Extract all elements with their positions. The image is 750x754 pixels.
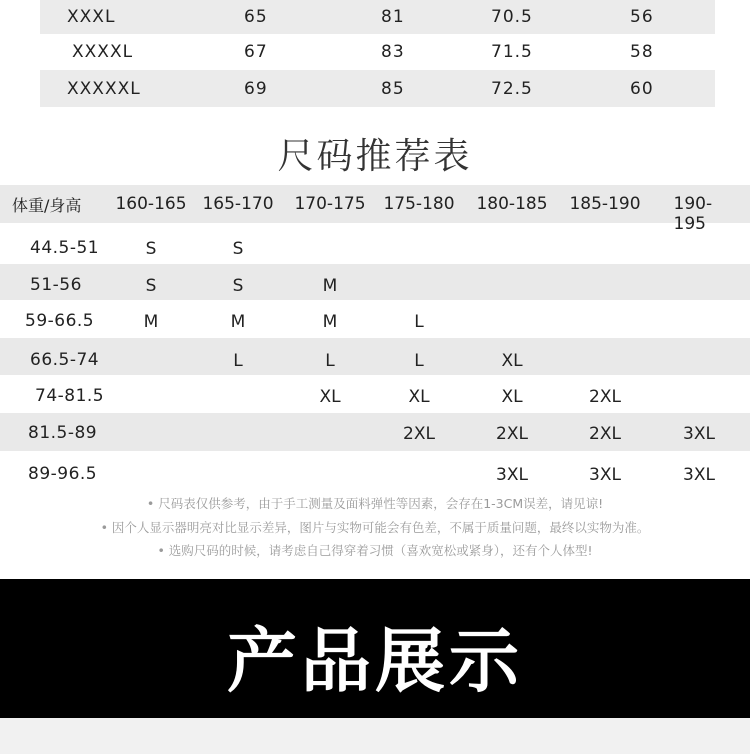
table-cell: 81	[381, 7, 405, 27]
size-cell: L	[233, 351, 243, 371]
table-row	[0, 300, 750, 338]
table-cell: 58	[630, 42, 654, 62]
bottom-strip	[0, 718, 750, 754]
height-column-header: 165-170	[202, 194, 274, 214]
table-cell: 72.5	[491, 78, 533, 99]
note-text: • 尺码表仅供参考，由于手工测量及面料弹性等因素，会存在1-3CM误差，请见谅!	[146, 496, 604, 511]
table-row	[0, 227, 750, 264]
table-cell: 56	[630, 7, 654, 27]
height-column-header: 190-195	[673, 194, 713, 234]
table-cell: 69	[244, 78, 268, 99]
size-cell: XXXL	[67, 7, 116, 27]
size-cell: S	[145, 239, 157, 259]
size-cell: 3XL	[589, 465, 621, 485]
size-cell: 2XL	[589, 424, 621, 444]
size-cell: 2XL	[403, 424, 435, 444]
size-cell: L	[414, 312, 424, 332]
table-row	[0, 264, 750, 300]
height-column-header: 160-165	[115, 194, 187, 214]
table-cell: 60	[630, 78, 654, 99]
size-cell: S	[232, 239, 244, 259]
height-column-header: 170-175	[294, 194, 366, 214]
size-cell: M	[230, 312, 246, 332]
size-cell: 3XL	[683, 424, 715, 444]
table-row	[0, 375, 750, 413]
notes	[0, 492, 750, 563]
size-cell: L	[414, 351, 424, 371]
size-cell: XL	[501, 351, 523, 371]
table-cell: 65	[244, 7, 268, 27]
size-cell: 3XL	[683, 465, 715, 485]
note-text: • 选购尺码的时候，请考虑自己得穿着习惯（喜欢宽松或紧身），还有个人体型!	[157, 543, 593, 558]
table-row	[0, 413, 750, 451]
table-header-row	[0, 185, 750, 234]
table-cell: 83	[381, 42, 405, 62]
size-cell: L	[325, 351, 335, 371]
section-title: 尺码推荐表	[277, 136, 473, 177]
weight-range-label: 74-81.5	[35, 386, 105, 406]
table-cell: 85	[381, 78, 405, 99]
size-cell: XL	[319, 387, 341, 407]
table-cell: 70.5	[491, 7, 533, 27]
corner-label: 体重/身高	[12, 196, 82, 215]
weight-range-label: 66.5-74	[30, 350, 100, 370]
height-column-header: 185-190	[569, 194, 641, 214]
table-row	[40, 70, 715, 107]
size-cell: XXXXL	[72, 42, 134, 62]
table-row	[0, 451, 750, 489]
table-cell: 67	[244, 42, 268, 62]
table-row	[40, 34, 715, 70]
size-cell: XL	[408, 387, 430, 407]
banner-title: 产品展示	[227, 620, 523, 702]
size-cell: M	[322, 312, 338, 332]
size-cell: S	[232, 276, 244, 296]
size-cell: 2XL	[496, 424, 528, 444]
note-text: • 因个人显示器明亮对比显示差异，图片与实物可能会有色差，不属于质量问题，最终以实物为准。	[100, 519, 650, 535]
weight-range-label: 59-66.5	[25, 311, 95, 331]
size-cell: M	[143, 312, 159, 332]
height-column-header: 180-185	[476, 194, 548, 214]
weight-range-label: 81.5-89	[28, 423, 98, 443]
section-banner	[0, 579, 750, 718]
weight-range-label: 51-56	[30, 275, 82, 295]
weight-range-label: 89-96.5	[28, 464, 98, 484]
size-cell: XL	[501, 387, 523, 407]
size-cell: 3XL	[496, 465, 528, 485]
size-cell: M	[322, 276, 338, 296]
size-cell: S	[145, 276, 157, 296]
weight-range-label: 44.5-51	[30, 238, 100, 258]
table-row	[40, 0, 715, 34]
size-cell: 2XL	[589, 387, 621, 407]
table-cell: 71.5	[491, 42, 533, 62]
height-column-header: 175-180	[383, 194, 455, 214]
table-row	[0, 338, 750, 375]
size-cell: XXXXXL	[67, 78, 141, 99]
